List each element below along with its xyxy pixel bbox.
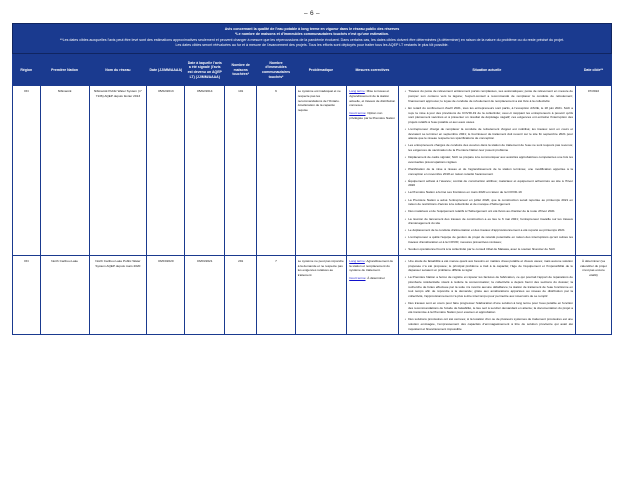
header-date-cible: Date cible** [576, 54, 612, 86]
header-mesures-correctives: Mesures correctives [347, 54, 399, 86]
list-item: • Des travaux sont en cours pour faire progresser l'élaboration d'une solution à long terme pour l'eau potable en fonction des recommandations de l'étude de faisabilité, le lieu sert à servitér demandant en attente; la documentation du projet a été transmise à la Première Nation pour examen et approbation [405, 301, 573, 315]
cell-date-cible: 07/2022 [576, 86, 612, 255]
mesures-text-long-terme: : Agrandissement de la station et remplacement du système de traitement. [349, 258, 394, 273]
cell-problematique: Le système ne peut pas répondre à la demande et ne respecte pas les exigences relatives au traitement [295, 255, 347, 334]
cell-mesures [347, 86, 399, 255]
table-row [13, 86, 612, 255]
list-item: • Une étude de faisabilité a été menée quant aux besoins en matière d'eau potable et d'eaux usées; mais aucune solution proposée n'a été proposée; le principal problème a trait à la capacité; l'âge de l'équipement et l'impossibilité de le dépasser seraient un problème difficile à régler [405, 259, 573, 273]
mesures-text-long-terme: : Mise à niveau et Agrandissement de la station actuelle, et travaux de distribution connexes. [349, 89, 396, 108]
cell-situation-actuelle [398, 86, 575, 255]
cell-premiere-nation: Nibinamik [40, 86, 89, 255]
cell-date: 05/02/2013 [147, 86, 185, 255]
notice-line-4: Les dates cibles seront réévaluées au fur et à mesure de l'avancement des projets. Tous les efforts sont déployés pour traiter tous les AQEP LT restants le plus tôt possible. [175, 43, 449, 48]
header-situation-actuelle: Situation actuelle [398, 54, 575, 86]
notice-line-3: **Les dates cibles auxquelles l'avis peut être levé sont des estimations approximatives seulement et peuvent changer à mesure que les répercussions de la pandémie évoluent. Dans certains cas, les dates cibles doivent être déterminées (à déterminer) en raison de la nature du problème ou du reste précisé du projet. [59, 37, 565, 42]
header-maisons-touchees: Nombre de maisons touchées* [225, 54, 257, 86]
header-date-signale: Date à laquelle l'avis a été signalé (l'avis est devenu un AQEP LT) (JJ/MM/AAAA) [185, 54, 225, 86]
list-item: • L'entrepreneur a quitté l'équipe de gestion de projet de retardé potentielle en raison des interruptions qu'ont subies les travaux d'amélioration et à la COVID; mesures préventives révisées; [405, 235, 573, 244]
cell-region: ON [13, 86, 41, 255]
cell-situation-actuelle [398, 255, 575, 334]
situation-bullet-list [401, 259, 573, 331]
list-item: • Équipement acheté à l'avance; contrat de construction attribué; matériaux et équipement acheminés au site à l'hiver 2020 [405, 179, 573, 188]
notice-line-1: Avis concernant la qualité de l'eau potable à long terme en vigueur dans le réseau public des réserves [224, 27, 400, 31]
cell-immeubles: 6 [257, 86, 295, 255]
list-item: • Planification de la mise à niveau et de l'agrandissement de la station terminée; une modification apportée à la conception en novembre 2018 en raison retardé l'avancement [405, 167, 573, 176]
cell-immeubles: 7 [257, 255, 295, 334]
mesures-text-court-terme: : Option non privilégiée par la Première Nation [349, 111, 395, 120]
mesures-text-court-terme: : À déterminer [365, 275, 385, 280]
cell-date-cible: À déterminer (La calendrier du projet n'est pas encore établi) [576, 255, 612, 334]
list-item: • Travaux du poste de relèvement entièrement portés remplacées, ses automatiques; poste de relèvement en mesure de pomper son contenu vers la lagune; l'expert-conseil a recommandé de remplacer la conduite de refoulement; financement approuvé; le tuyau de conduite de refoulement de remplacement a été livré à la collectivité [405, 89, 573, 103]
notice-line-2: *Le nombre de maisons et d'immeubles communautaires touchés n'est qu'une estimation. [235, 32, 389, 37]
list-item: • Des matériaux et de l'équipement relatifs à l'hébergement ont été livrés au chantier de la route d'hiver 2021 [405, 209, 573, 214]
header-immeubles-touches: Nombre d'immeubles communautaires touchés* [257, 54, 295, 86]
header-region: Région [13, 54, 41, 86]
list-item: • Soutien opérationnel fourni à la collectivité par le conseil tribal de Matawa, avec le soutien financier de SAC [405, 247, 573, 252]
header-nom-reseau: Nom du réseau [89, 54, 147, 86]
list-item: • Les entrepreneurs chargés de conduire des œuvres dans la station de traitement de l'eau ne sont toujours pas revenus; les exigences de vaccination de la Première Nation leur posent problème [405, 143, 573, 152]
header-problematique: Problématique [295, 54, 347, 86]
cell-problematique: Le système est inadéquat et ne respecte pas les recommandations de l'Ontario. Amélioration de la capacité requise [295, 86, 347, 255]
situation-bullet-list [401, 89, 573, 251]
mesures-link-long-terme[interactable]: Long terme [349, 258, 365, 263]
page-number: – 6 – [304, 10, 320, 17]
cell-nom-reseau: Nibinamik Public Water System (n° 7136) AQEP depuis février 2013 [89, 86, 147, 255]
cell-mesures [347, 255, 399, 334]
cell-date: 03/03/2020 [147, 255, 185, 334]
header-date: Date (JJ/MM/AAAA) [147, 54, 185, 86]
advisory-table [12, 54, 612, 336]
list-item: • L'entrepreneur chargé de remplacer la conduite de refoulement d'égout est mobilisé; les travaux sont en cours et devraient se terminer en septembre 2021; le fournisseur de traitement doit revenir sur le site fin septembre 2021 pour atteste que le réseau respecte les spécifications de conception [405, 127, 573, 141]
list-item: • Des solutions provisoires ont été cernées; si la location d'un ou de plusieurs systèmes de traitement provisoires est une solution envisagée, l'empressement des capacités d'emmagasinement à titre de solution provisoire qui avait été inquiétant et financièrement impossible [405, 317, 573, 331]
list-item: • Le déplacement de la conduite d'alimentation et des travaux d'approvisionnement a été reporté au printemps 2021 [405, 228, 573, 233]
list-item: • En retard du confinement d'avril 2021, tous les entrepreneurs sont partis, à l'exception d'AOE, le 18 juin 2021. SAC a reçu la mise à jour des prévisions de COVID-19 de la collectivité; ceux-ci stoppant les entrepreneurs à pouvoir qu'ils sont pleinement vaccinés et à présenter un résultat de dépistage négatif; ces exigences ont entraîné l'interruption des projets relatifs à l'eau potable et aux eaux usées [405, 106, 573, 125]
cell-date-signale: 03/03/2021 [185, 255, 225, 334]
mesures-link-court-terme[interactable]: Court terme [349, 275, 366, 280]
table-row [13, 255, 612, 334]
cell-maisons: 291 [225, 255, 257, 334]
list-item: • La Première Nation a fermé de registre et réparer les factures de fabrication, ce qui pourrait l'apport de réparations de plomberie résidentielle visant à réduire la consommation; la collectivité a depuis fourni des sections du dossier; la recherche de fuites effectuée par la suite n'a montré aucune défaillance; la station de traitement de l'eau fonctionne en tout temps afin de répondre à la demande; grâce aux améliorations apportées au réseau de distribution par la collectivité, l'approvisionnement n'a plus à être interrompu pour permettre aux réservoirs de se remplir [405, 275, 573, 298]
cell-region: ON [13, 255, 41, 334]
list-item: • Déplacement de cadre signalé; SAC se prépare à la communiquer aux autorités approbatrices compétentes une fois les éventuelles préoccupations réglées [405, 155, 573, 164]
table-header-row [13, 54, 612, 86]
notice-banner [12, 23, 612, 54]
cell-maisons: 101 [225, 86, 257, 255]
header-premiere-nation: Première Nation [40, 54, 89, 86]
mesures-link-court-terme[interactable]: Court terme [349, 111, 366, 115]
list-item: • La réunion de lancement des travaux de construction a eu lieu le 6 mai 2021; l'entrepreneur travaille sur les travaux d'aménagement du site [405, 217, 573, 226]
cell-premiere-nation: North Caribou Lake [40, 255, 89, 334]
list-item: • La Première Nation a avisé l'entrepreneur en juillet 2020, que la construction serait reportée au printemps 2021 en raison de restrictions d'accès à la collectivité et de manque d'hébergement [405, 198, 573, 207]
cell-date-signale: 05/02/2014 [185, 86, 225, 255]
list-item: • La Première Nation a fermé ses frontières en mars 2020 en raison de la COVID-19 [405, 190, 573, 195]
mesures-link-long-terme[interactable]: Long terme [349, 89, 365, 94]
cell-nom-reseau: North Caribou Lake Public Water System AQEP depuis mars 2020 [89, 255, 147, 334]
